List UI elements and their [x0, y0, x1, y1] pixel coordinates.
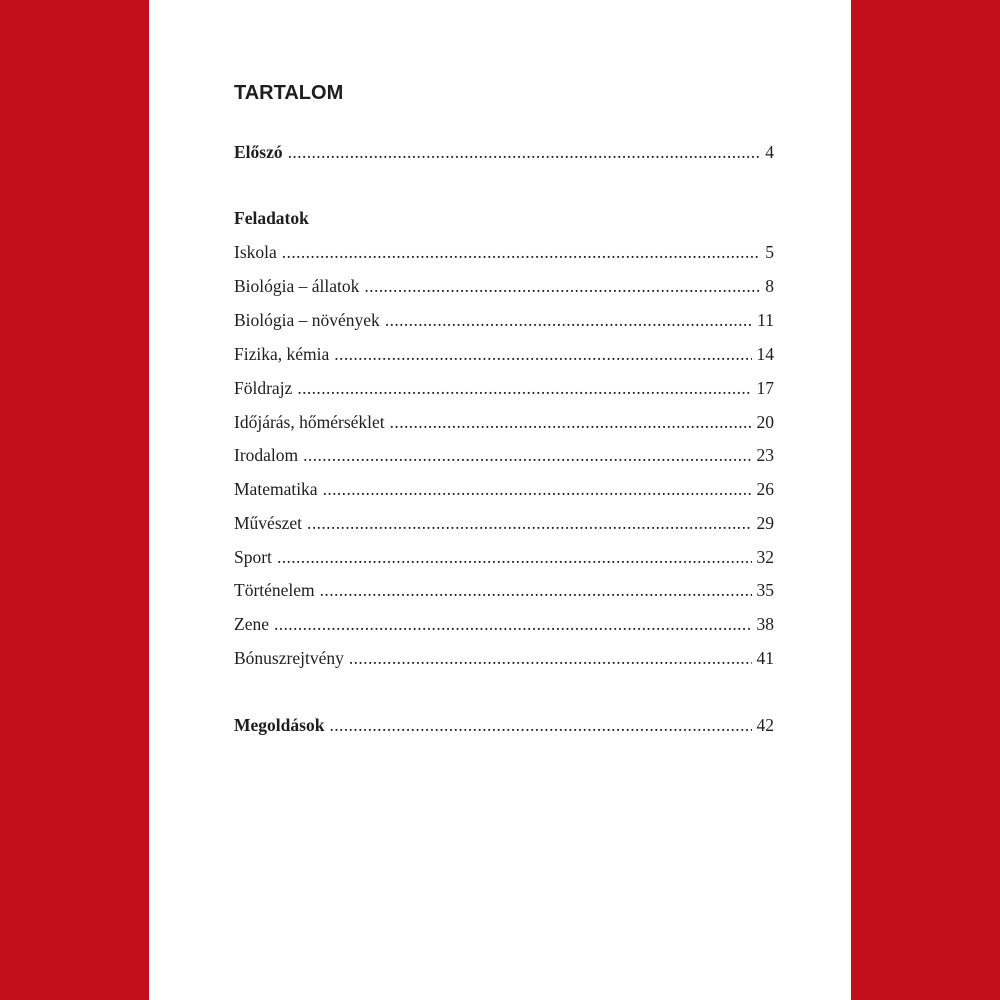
toc-entry-page: 26 [756, 479, 774, 499]
toc-entry[interactable] [234, 511, 774, 535]
toc-entry-label: Bónuszrejtvény [234, 648, 344, 668]
toc-entry[interactable] [234, 477, 774, 501]
toc-entry-page: 11 [757, 310, 774, 330]
dot-leader [277, 545, 752, 569]
toc-entry-page: 14 [756, 344, 774, 364]
toc-entry-solutions[interactable] [234, 713, 774, 737]
toc-entry-label: Megoldások [234, 715, 325, 735]
toc-entry-label: Zene [234, 614, 269, 634]
toc-entry-label: Biológia – állatok [234, 276, 360, 296]
toc-entry-page: 8 [765, 276, 774, 296]
toc-entry-page: 38 [756, 614, 774, 634]
toc-entry-label: Irodalom [234, 445, 299, 465]
toc-entry-label: Földrajz [234, 378, 293, 398]
toc-entry-label: Sport [234, 547, 272, 567]
toc-entry-page: 35 [756, 580, 774, 600]
toc-entry[interactable] [234, 376, 774, 400]
toc-entry-label: Fizika, kémia [234, 344, 330, 364]
toc-entry-label: Matematika [234, 479, 318, 499]
toc-entry-page: 4 [765, 142, 774, 162]
toc-entry-label: Előszó [234, 142, 283, 162]
toc-entry[interactable] [234, 578, 774, 602]
toc-entry-label: Biológia – növények [234, 310, 380, 330]
toc-entry-label: Iskola [234, 242, 277, 262]
toc-entry-page: 41 [756, 648, 774, 668]
dot-leader [320, 578, 752, 602]
toc-entry-page: 29 [756, 513, 774, 533]
dot-leader [385, 308, 752, 332]
toc-entry-foreword[interactable] [234, 140, 774, 164]
dot-leader [323, 477, 752, 501]
dot-leader [329, 713, 751, 737]
dot-leader [307, 511, 751, 535]
toc-entry[interactable] [234, 410, 774, 434]
toc-entry[interactable] [234, 240, 774, 264]
toc-entry[interactable] [234, 545, 774, 569]
dot-leader [349, 646, 752, 670]
book-page [149, 0, 851, 1000]
toc-entry[interactable] [234, 308, 774, 332]
toc-entry-page: 42 [756, 715, 774, 735]
toc-entry-page: 5 [765, 242, 774, 262]
toc-entry[interactable] [234, 274, 774, 298]
dot-leader [288, 140, 761, 164]
dot-leader [274, 612, 752, 636]
dot-leader [282, 240, 760, 264]
toc-entry[interactable] [234, 342, 774, 366]
dot-leader [334, 342, 751, 366]
dot-leader [303, 443, 751, 467]
toc-entry[interactable] [234, 612, 774, 636]
toc-entry-label: Művészet [234, 513, 303, 533]
toc-entry-page: 20 [756, 412, 774, 432]
toc-entry-page: 23 [756, 445, 774, 465]
page-title: TARTALOM [234, 82, 344, 104]
dot-leader [364, 274, 760, 298]
dot-leader [390, 410, 752, 434]
toc-entry-label: Időjárás, hőmérséklet [234, 412, 385, 432]
toc-entry[interactable] [234, 443, 774, 467]
section-heading-tasks: Feladatok [234, 208, 309, 228]
toc-entry-page: 17 [756, 378, 774, 398]
dot-leader [297, 376, 751, 400]
toc-entry[interactable] [234, 646, 774, 670]
toc-entry-page: 32 [756, 547, 774, 567]
toc-entry-label: Történelem [234, 580, 315, 600]
